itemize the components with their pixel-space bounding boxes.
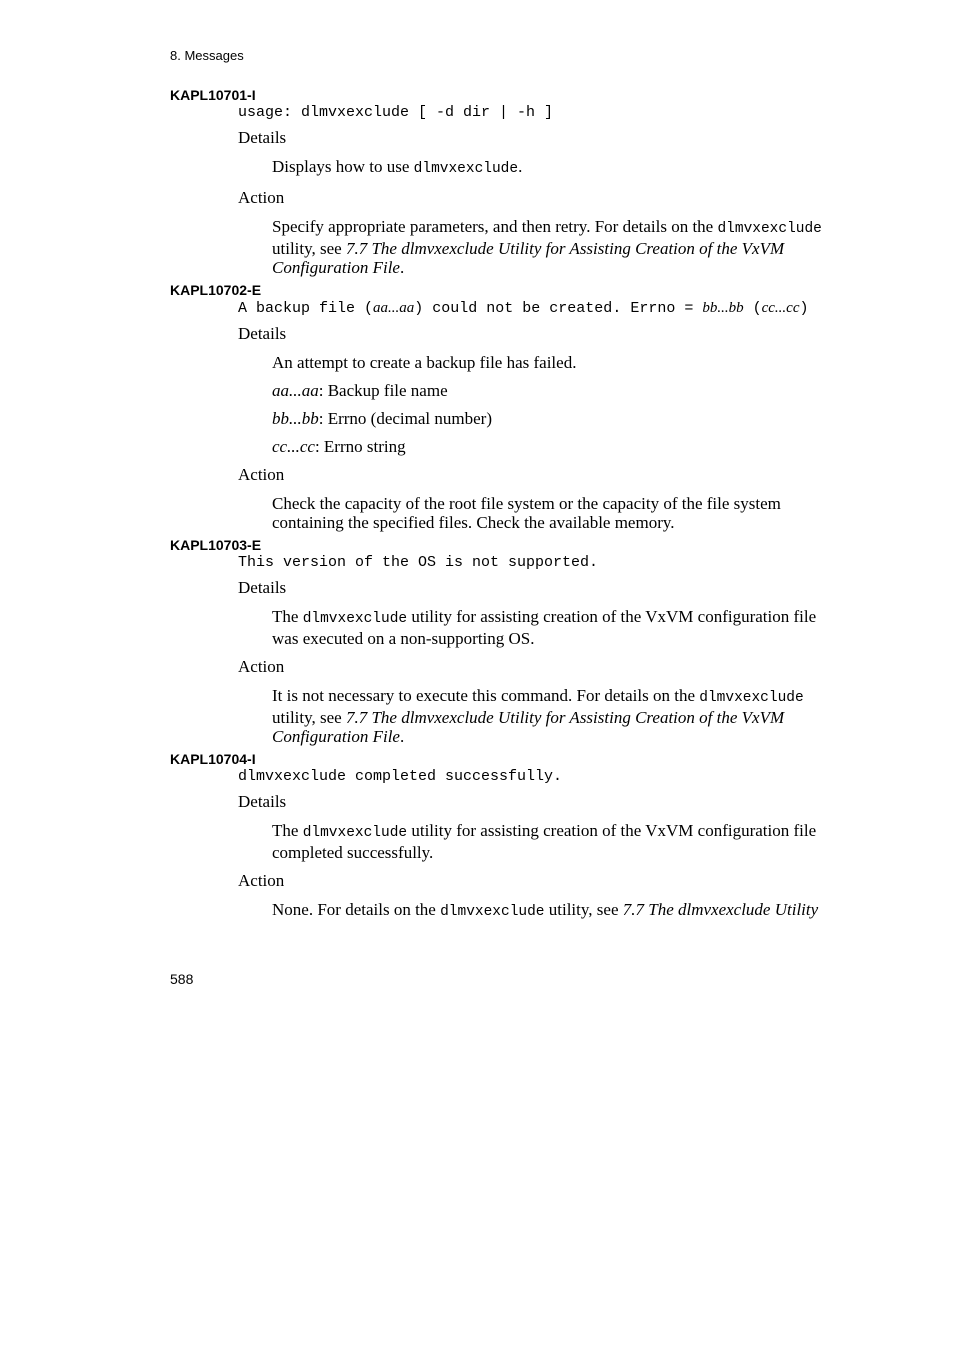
action-label: Action — [238, 657, 285, 676]
message-text: A backup file (aa...aa) could not be created. Errno = bb...bb (cc...cc) — [238, 300, 809, 317]
message-text: dlmvxexclude completed successfully. — [238, 768, 563, 785]
variable-description: cc...cc: Errno string — [272, 437, 406, 456]
command-name: dlmvxexclude — [302, 611, 408, 627]
variable: aa...aa — [373, 300, 415, 316]
details-label: Details — [238, 128, 287, 147]
cross-reference: 7.7 The dlmvxexclude Utility — [622, 900, 819, 919]
variable: bb...bb — [702, 300, 744, 316]
variable: cc...cc — [761, 300, 800, 316]
running-header: 8. Messages — [170, 48, 244, 63]
message-id: KAPL10704-I — [170, 751, 256, 767]
details-text: Displays how to use dlmvxexclude. — [272, 157, 523, 177]
command-name: dlmvxexclude — [717, 221, 822, 237]
command-name: dlmvxexclude — [699, 690, 804, 706]
message-id: KAPL10701-I — [170, 87, 256, 103]
details-label: Details — [238, 324, 287, 343]
action-text: None. For details on the dlmvxexclude utility, see 7.7 The dlmvxexclude Utility — [272, 900, 819, 920]
details-label: Details — [238, 792, 287, 811]
message-entry — [170, 282, 850, 532]
action-text: Specify appropriate parameters, and then retry. For details on the dlmvxexclude utility, see 7.7 The dlmvxexclude Utility for Assisting Creation of the VxVM Configuration File. — [272, 217, 822, 277]
action-text: Check the capacity of the root file system or the capacity of the file system containing the specified files. Check the available memory. — [272, 494, 781, 532]
variable-description: aa...aa: Backup file name — [272, 381, 448, 400]
action-label: Action — [238, 465, 285, 484]
details-text: The dlmvxexclude utility for assisting creation of the VxVM configuration file was executed on a non-supporting OS. — [272, 607, 817, 648]
cross-reference: 7.7 The dlmvxexclude Utility for Assisting Creation of the VxVM Configuration File — [272, 708, 785, 746]
message-id: KAPL10703-E — [170, 537, 262, 553]
message-text: usage: dlmvxexclude [ -d dir | -h ] — [238, 104, 554, 121]
variable-description: bb...bb: Errno (decimal number) — [272, 409, 492, 428]
details-label: Details — [238, 578, 287, 597]
cross-reference: 7.7 The dlmvxexclude Utility for Assisting Creation of the VxVM Configuration File — [272, 239, 785, 277]
command-name: dlmvxexclude — [440, 904, 545, 920]
message-entry — [170, 537, 850, 746]
command-name: dlmvxexclude — [413, 161, 519, 177]
message-entry — [170, 751, 850, 922]
action-text: It is not necessary to execute this command. For details on the dlmvxexclude utility, see 7.7 The dlmvxexclude Utility for Assisting Creation of the VxVM Configuration File. — [272, 686, 804, 746]
message-list — [170, 87, 850, 927]
page-number: 588 — [170, 971, 194, 987]
message-id: KAPL10702-E — [170, 282, 262, 298]
action-label: Action — [238, 871, 285, 890]
details-text: An attempt to create a backup file has failed. — [272, 353, 577, 372]
action-label: Action — [238, 188, 285, 207]
command-name: dlmvxexclude — [302, 825, 408, 841]
details-text: The dlmvxexclude utility for assisting creation of the VxVM configuration file completed successfully. — [272, 821, 817, 862]
message-text: This version of the OS is not supported. — [238, 554, 599, 571]
message-entry — [170, 87, 850, 277]
